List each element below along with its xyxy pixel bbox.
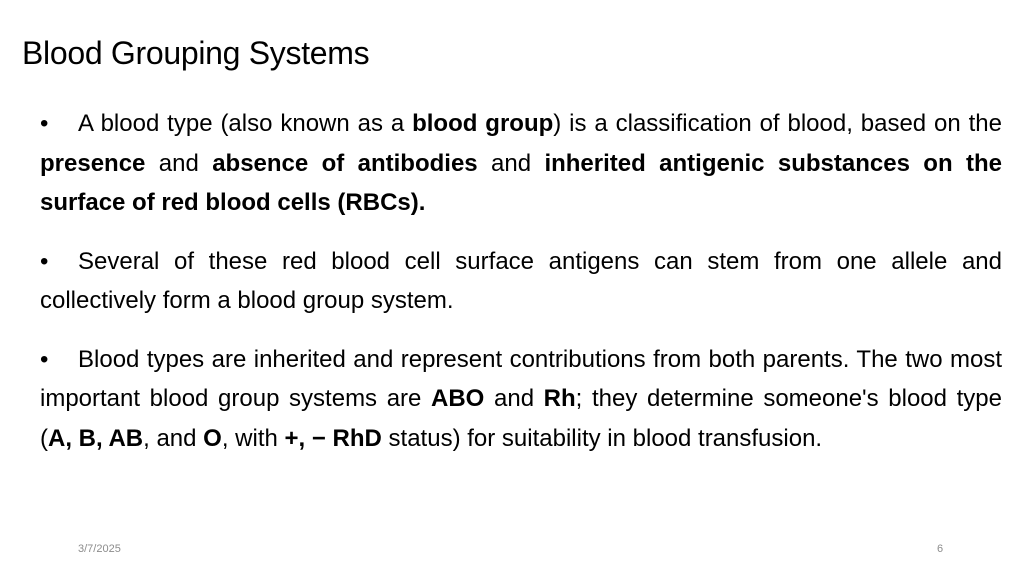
bold-term-presence: presence [40, 149, 146, 177]
bold-term-absence-of-antibodies: absence of antibodies [212, 149, 478, 177]
bold-term-abo: ABO [431, 385, 485, 412]
slide-body [40, 104, 1002, 477]
slide-title: Blood Grouping Systems [22, 35, 370, 71]
text-run: , with [221, 424, 285, 452]
bullet-marker: • [40, 345, 49, 373]
footer-date: 3/7/2025 [78, 543, 121, 555]
bullet-item-3 [40, 340, 1002, 459]
bold-term-o: O [203, 424, 222, 452]
text-run: Blood types are inherited and represent contributions from both parents. The two most important blood group systems are [40, 345, 1002, 412]
text-run: and [484, 385, 544, 412]
bold-term-blood-types: A, B, AB [48, 424, 144, 452]
text-run: Several of these red blood cell surface antigens can stem from one allele and collectively form a blood group system. [40, 247, 1002, 314]
bullet-item-1 [40, 104, 1002, 223]
text-run: ) is a classification of blood, based on the [553, 110, 1002, 137]
text-run: and [145, 149, 213, 177]
bold-term-rhd-status: +, − RhD [284, 424, 382, 452]
text-run: A blood type (also known as a [78, 110, 413, 137]
bullet-marker: • [40, 247, 49, 275]
page-number: 6 [937, 543, 944, 555]
bullet-marker: • [40, 110, 49, 137]
bullet-item-2 [40, 242, 1002, 321]
bold-term-blood-group: blood group [412, 110, 554, 137]
bold-term-rh: Rh [543, 385, 576, 412]
text-run: and [477, 149, 545, 177]
text-run: , and [143, 424, 204, 452]
bold-term-inherited-antigenic-substances: inherited antigenic substances on the surface of red blood cells (RBCs). [40, 149, 1002, 216]
text-run: ; they determine someone's blood type ( [40, 385, 1002, 452]
text-run: status) for suitability in blood transfusion. [381, 424, 823, 452]
